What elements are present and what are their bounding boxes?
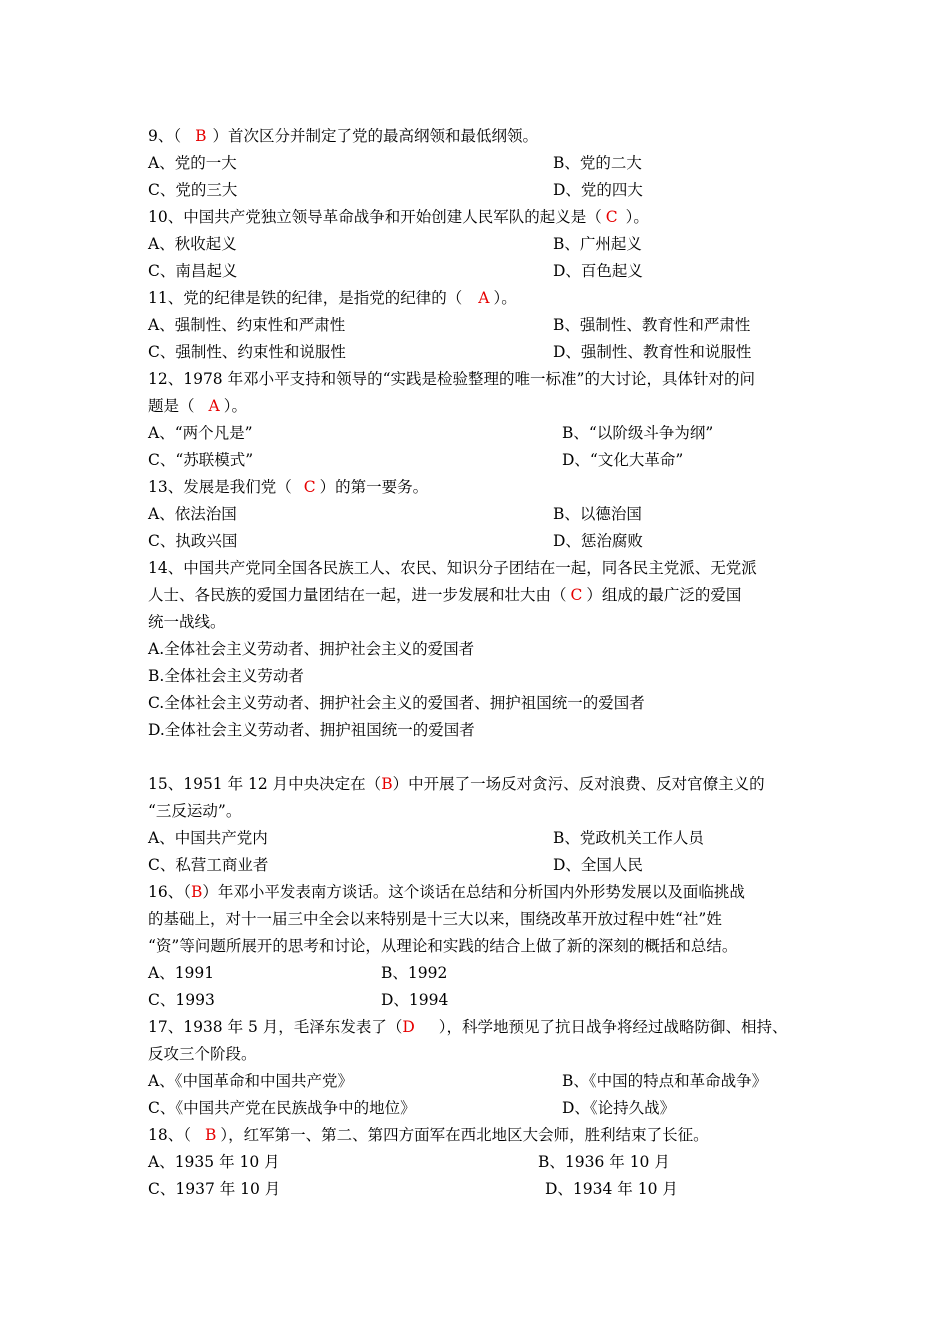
question-14-suffix: ）组成的最广泛的爱国	[586, 586, 742, 604]
option-12b: B、“以阶级斗争为纲”	[562, 424, 714, 442]
question-13	[148, 474, 428, 501]
option-12a: A、“两个凡是”	[148, 424, 253, 442]
question-14-line-2	[148, 582, 741, 609]
question-18-answer: B	[204, 1126, 217, 1144]
option-18b: B、1936 年 10 月	[538, 1153, 670, 1171]
question-12-prefix: 题是（	[148, 397, 195, 415]
option-13a: A、依法治国	[148, 505, 237, 523]
option-18a: A、1935 年 10 月	[148, 1153, 280, 1171]
option-14c: C.全体社会主义劳动者、拥护社会主义的爱国者、拥护祖国统一的爱国者	[148, 694, 645, 712]
question-13-rest: ）的第一要务。	[319, 478, 429, 496]
question-15-answer: B	[381, 775, 393, 793]
question-15-line-1	[148, 771, 765, 798]
option-12d: D、“文化大革命”	[562, 451, 684, 469]
option-17d: D、《论持久战》	[562, 1099, 676, 1117]
option-10b: B、广州起义	[553, 235, 642, 253]
question-14-answer: C	[570, 586, 583, 604]
option-10d: D、百色起义	[553, 262, 643, 280]
question-17-suffix: ），科学地预见了抗日战争将经过战略防御、相持、	[438, 1018, 788, 1036]
question-16-line-1	[148, 879, 745, 906]
question-11-answer: A	[478, 289, 490, 307]
option-16d: D、1994	[381, 991, 449, 1009]
question-17-line-2: 反攻三个阶段。	[148, 1045, 257, 1063]
question-10-close: ）。	[625, 208, 649, 226]
option-12c: C、“苏联模式”	[148, 451, 254, 469]
question-12-line-2	[148, 393, 247, 420]
question-11-close: ）。	[493, 289, 517, 307]
question-16-line-2: 的基础上，对十一届三中全会以来特别是十三大以来，围绕改革开放过程中姓“社”姓	[148, 910, 722, 928]
option-13b: B、以德治国	[553, 505, 642, 523]
question-16-answer: B	[190, 883, 203, 901]
option-10a: A、秋收起义	[148, 235, 237, 253]
question-16-prefix: 16、（	[148, 883, 191, 901]
question-9-answer: B	[195, 127, 207, 145]
question-15-suffix: ）中开展了一场反对贪污、反对浪费、反对官僚主义的	[392, 775, 765, 793]
option-15b: B、党政机关工作人员	[553, 829, 704, 847]
option-11b: B、强制性、教育性和严肃性	[553, 316, 751, 334]
question-13-answer: C	[303, 478, 316, 496]
option-11c: C、强制性、约束性和说服性	[148, 343, 346, 361]
option-16b: B、1992	[381, 964, 448, 982]
option-9d: D、党的四大	[553, 181, 643, 199]
question-12-close: ）。	[223, 397, 247, 415]
option-13d: D、惩治腐败	[553, 532, 643, 550]
option-13c: C、执政兴国	[148, 532, 238, 550]
option-15c: C、私营工商业者	[148, 856, 269, 874]
option-18c: C、1937 年 10 月	[148, 1180, 281, 1198]
question-9-number: 9、（	[148, 127, 182, 145]
question-12-answer: A	[208, 397, 220, 415]
question-13-text: 13、发展是我们党（	[148, 478, 292, 496]
question-17-answer: D	[402, 1018, 415, 1036]
option-16a: A、1991	[148, 964, 215, 982]
question-15-line-2: “三反运动”。	[148, 802, 242, 820]
option-11a: A、强制性、约束性和严肃性	[148, 316, 346, 334]
option-15a: A、中国共产党内	[148, 829, 268, 847]
question-14-prefix: 人士、各民族的爱国力量团结在一起，进一步发展和壮大由（	[148, 586, 567, 604]
question-11	[148, 285, 517, 312]
question-12-line-1: 12、1978 年邓小平支持和领导的“实践是检验整理的唯一标准”的大讨论，具体针对的问	[148, 370, 755, 388]
question-9	[148, 123, 538, 150]
question-14-line-3: 统一战线。	[148, 613, 226, 631]
question-18-text: ），红军第一、第二、第四方面军在西北地区大会师，胜利结束了长征。	[220, 1126, 709, 1144]
question-16-line-3: “资”等问题所展开的思考和讨论，从理论和实践的结合上做了新的深刻的概括和总结。	[148, 937, 738, 955]
option-15d: D、全国人民	[553, 856, 643, 874]
option-9c: C、党的三大	[148, 181, 238, 199]
question-16-suffix: ）年邓小平发表南方谈话。这个谈话在总结和分析国内外形势发展以及面临挑战	[202, 883, 745, 901]
option-17b: B、《中国的特点和革命战争》	[562, 1072, 768, 1090]
option-18d: D、1934 年 10 月	[545, 1180, 678, 1198]
option-17a: A、《中国革命和中国共产党》	[148, 1072, 353, 1090]
option-17c: C、《中国共产党在民族战争中的地位》	[148, 1099, 416, 1117]
question-18	[148, 1122, 709, 1149]
option-11d: D、强制性、教育性和说服性	[553, 343, 752, 361]
question-10-text: 10、中国共产党独立领导革命战争和开始创建人民军队的起义是（	[148, 208, 602, 226]
question-15-prefix: 15、1951 年 12 月中央决定在（	[148, 775, 382, 793]
question-14-line-1: 14、中国共产党同全国各民族工人、农民、知识分子团结在一起，同各民主党派、无党派	[148, 559, 757, 577]
option-16c: C、1993	[148, 991, 215, 1009]
question-17-line-1	[148, 1014, 788, 1041]
option-9b: B、党的二大	[553, 154, 642, 172]
option-9a: A、党的一大	[148, 154, 237, 172]
option-14a: A.全体社会主义劳动者、拥护社会主义的爱国者	[148, 640, 475, 658]
option-14d: D.全体社会主义劳动者、拥护祖国统一的爱国者	[148, 721, 475, 739]
option-14b: B.全体社会主义劳动者	[148, 667, 304, 685]
option-10c: C、南昌起义	[148, 262, 238, 280]
question-10-answer: C	[605, 208, 618, 226]
question-17-prefix: 17、1938 年 5 月，毛泽东发表了（	[148, 1018, 403, 1036]
question-10	[148, 204, 649, 231]
question-9-text: ）首次区分并制定了党的最高纲领和最低纲领。	[212, 127, 539, 145]
question-11-text: 11、党的纪律是铁的纪律，是指党的纪律的（	[148, 289, 463, 307]
question-18-number: 18、（	[148, 1126, 191, 1144]
